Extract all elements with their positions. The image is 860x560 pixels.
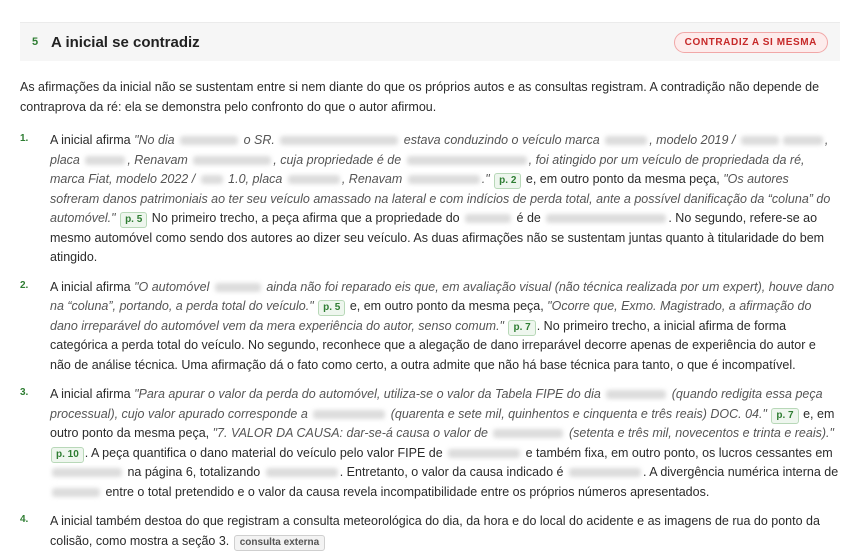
text-run: é de [513,211,545,225]
list-item [20,131,840,268]
text-run: A inicial também destoa do que registram a consulta meteorológica do dia, da hora e do local do acidente e as imagens de rua do ponto da colisão, como mostra a seção 3. [50,514,820,548]
redacted-date [606,390,666,399]
contradictions-list [20,131,840,551]
text-run: . A divergência numérica interna de [642,465,839,479]
redacted-renavam [408,175,480,184]
redacted-amount [266,468,338,477]
redacted-amount [448,449,520,458]
item-text [50,131,840,268]
text-run: "Para apurar o valor da perda do automóvel, utiliza-se o valor da Tabela FIPE do dia [134,387,605,401]
item-text [50,278,840,376]
text-run: A inicial afirma [50,279,135,294]
redacted-vehicle [465,214,511,223]
text-run: "O automóvel [134,279,213,294]
text-run: o SR. [240,133,279,147]
text-run: , cuja propriedade é de [273,152,405,167]
text-run: , foi atingido por um veículo de propriedada da ré, marca Fiat, modelo 2022 / [50,152,805,186]
text-run: . No segundo, refere-se ao mesmo automóvel como sendo dos autores ao dizer seu veículo. As duas afirmações não se sustentam juntas quanto à titularidade do bem atingido. [50,211,825,264]
redacted-owner [407,156,527,165]
item-number: 4. [20,514,29,525]
contradiction-badge: CONTRADIZ A SI MESMA [674,32,828,53]
redacted-amount [52,488,100,497]
text-run: No primeiro trecho, a peça afirma que a propriedade do [148,211,464,225]
item-number: 3. [20,387,29,398]
text-run: (setenta e três mil, novecentos e trinta e reais)." [565,426,834,440]
text-run: entre o total pretendido e o valor da causa revela incompatibilidade entre os próprios números apresentados. [102,484,710,499]
text-run: e, em outro ponto da mesma peça, [522,172,724,186]
page-reference[interactable]: p. 7 [771,408,798,424]
section-header [20,22,840,61]
text-run: "No dia [134,133,179,147]
item-text [50,385,840,502]
redacted-date [180,136,238,145]
text-run: . Entretanto, o valor da causa indicado é [339,465,567,479]
list-item [20,278,840,376]
quote: "Os autores sofreram danos patrimoniais ao ter seu veículo amassado na lateral e com indícios de perda total, ante a possível danificação da “coluna” do automóvel." [50,172,831,225]
page-reference[interactable]: p. 2 [494,173,521,189]
section-number: 5 [32,36,39,48]
text-run: "7. VALOR DA CAUSA: dar-se-á causa o valor de [212,426,492,440]
item-number: 2. [20,279,29,291]
redacted-amount [569,468,641,477]
redacted-model [741,136,779,145]
redacted-renavam [193,156,271,165]
text-run: e também fixa, em outro ponto, os lucros cessantes em [522,445,833,460]
text-run: (quando redigita essa peça processual), cujo valor apurado corresponde a [50,387,823,421]
redacted-plate [288,175,340,184]
list-item [20,385,840,502]
list-item [20,512,840,551]
text-run: na página 6, totalizando [124,465,264,479]
redacted-amount [493,429,563,438]
page-reference[interactable]: p. 10 [51,447,84,463]
text-run: . No primeiro trecho, a inicial afirma de forma categórica a perda total do veículo. No segundo, reconhece que a alegação de dano irreparável decorre apenas de experiência do autor e não de análise técnica. Uma afirmação dá o fato como certo, a outra admite que não há base técnica para tanto, o que é incompatível. [50,318,816,372]
quote [50,387,823,421]
page-reference[interactable]: p. 5 [318,300,345,316]
text-run: e, em outro ponto da mesma peça, [50,406,835,440]
page-reference[interactable]: p. 5 [120,212,147,228]
redacted-model [201,175,223,184]
text-run: 1.0, placa [224,172,286,186]
redacted-model [783,136,823,145]
external-query-tag[interactable]: consulta externa [234,535,325,551]
text-run: ." [481,172,490,186]
redacted-owner [546,214,666,223]
redacted-brand [605,136,647,145]
section-title: A inicial se contradiz [51,33,200,51]
quote: "Ocorre que, Exmo. Magistrado, a afirmação do dano irreparável do automóvel vem da mera experiência do autor, senso comum." [50,299,812,333]
redacted-vehicle [215,283,261,292]
text-run: . A peça quantifica o dano material do veículo pelo valor FIPE de [84,445,447,460]
text-run: e, em outro ponto da mesma peça, [346,299,548,313]
redacted-amount [52,468,122,477]
text-run: , modelo 2019 / [649,133,739,147]
intro-paragraph: As afirmações da inicial não se sustentam entre si nem diante do que os próprios autos e as consultas registram. A contradição não depende de contraprova da ré: ela se demonstra pelo confronto do que o autor afirmou. [20,80,820,114]
text-run: (quarenta e sete mil, quinhentos e cinquenta e três reais) DOC. 04." [387,406,767,421]
redacted-amount [313,410,385,419]
text-run: , Renavam [341,172,406,186]
item-text [50,512,840,551]
text-run: ainda não foi reparado eis que, em avaliação visual (não técnica realizada por um expert), houve dano na “coluna”, portando, a perda total do veículo." [50,279,835,313]
item-number: 1. [20,133,29,144]
text-run: estava conduzindo o veículo marca [400,133,604,147]
text-run: , placa [50,133,829,167]
page-reference[interactable]: p. 7 [508,320,535,336]
redacted-plate [85,156,125,165]
quote [213,426,834,440]
text-run: , Renavam [127,152,192,167]
text-run: A inicial afirma [50,133,135,147]
redacted-name [280,136,398,145]
text-run: A inicial afirma [50,387,135,401]
